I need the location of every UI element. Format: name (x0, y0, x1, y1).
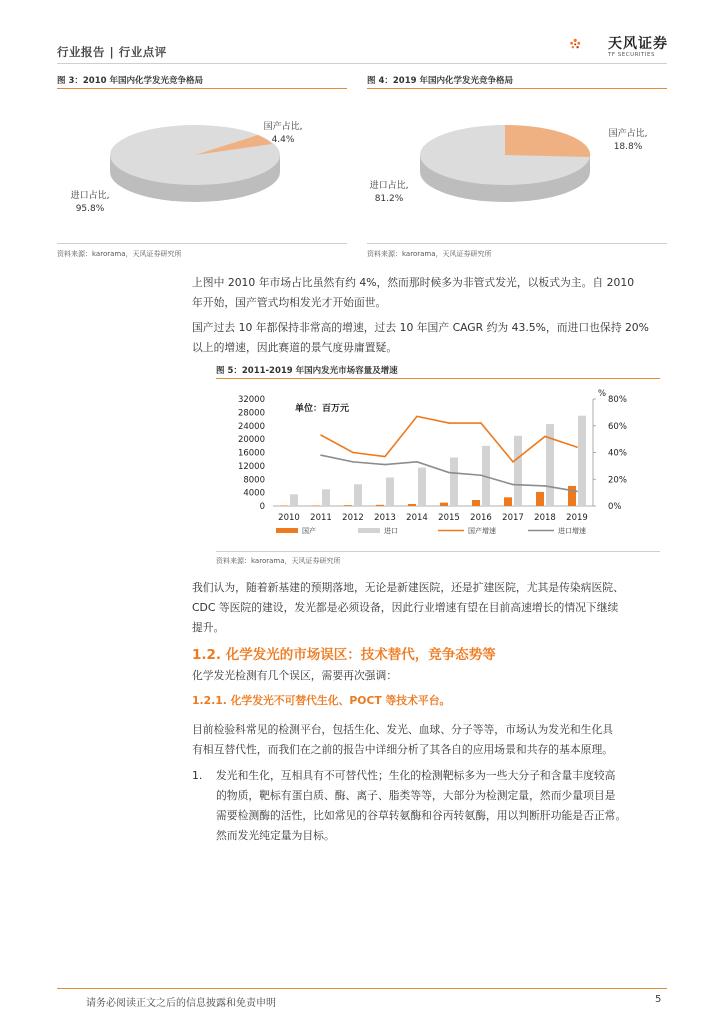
figure-5-bottom-rule (216, 551, 660, 552)
paragraph-5-line-2: 有相互替代性，而我们在之前的报告中详细分析了其各自的应用场景和共存的基本原理。 (192, 743, 614, 756)
point-import-growth (480, 474, 482, 476)
right-tick-label: 80% (608, 395, 627, 405)
fig3-domestic-label (253, 121, 313, 147)
fig3-domestic-value: 4.4% (271, 135, 295, 145)
paragraph-2-line-1: 国产过去 10 年都保持非常高的增速，过去 10 年国产 CAGR 约为 43.5%，而进口也保持 20% (192, 321, 649, 334)
bar-import (322, 489, 330, 506)
logo-name-en: TF SECURITIES (608, 52, 655, 58)
bar-import (450, 458, 458, 506)
paragraph-5-line-1: 目前检验科常见的检测平台，包括生化、发光、血球、分子等等，市场认为发光和生化具 (192, 723, 614, 736)
chart-unit-label: 单位：百万元 (295, 404, 350, 414)
bar-import (290, 494, 298, 506)
paragraph-4: 化学发光检测有几个误区，需要再次强调： (192, 669, 398, 682)
fig4-domestic-label (600, 128, 656, 154)
point-import-growth (320, 454, 322, 456)
fig3-domestic-name: 国产占比, (263, 122, 303, 132)
figure-5-title: 图 5：2011-2019 年国内发光市场容量及增速 (216, 366, 398, 376)
bar-import (514, 436, 522, 506)
x-tick-label: 2013 (374, 513, 396, 523)
legend-swatch (276, 528, 298, 533)
point-import-growth (448, 472, 450, 474)
bar-domestic (440, 503, 448, 506)
bar-domestic (312, 505, 320, 506)
x-tick-label: 2016 (470, 513, 492, 523)
point-domestic-growth (320, 434, 322, 436)
right-axis-unit: % (598, 389, 607, 399)
list-item-1-line-1: 发光和生化，互相具有不可替代性；生化的检测靶标多为一些大分子和含量丰度较高 (216, 769, 616, 782)
list-item-1 (216, 766, 626, 846)
paragraph-3-line-1: 我们认为，随着新基建的预期落地，无论是新建医院，还是扩建医院，尤其是传染病医院、 (192, 581, 624, 594)
point-import-growth (544, 485, 546, 487)
header-divider (57, 63, 667, 64)
x-tick-label: 2010 (278, 513, 300, 523)
bar-import (354, 484, 362, 506)
point-domestic-growth (576, 446, 578, 448)
figure-5-source: 资料来源：karorama，天风证券研究所 (216, 557, 341, 565)
figure-4-top-rule (367, 88, 667, 89)
figure-3-top-rule (57, 88, 347, 89)
left-tick-label: 0 (259, 502, 265, 512)
right-tick-label: 0% (608, 502, 622, 512)
point-import-growth (416, 461, 418, 463)
legend-label: 国产 (302, 527, 316, 535)
point-domestic-growth (384, 456, 386, 458)
page-number: 5 (655, 994, 662, 1005)
paragraph-2 (192, 318, 649, 358)
paragraph-1-line-1: 上图中 2010 年市场占比虽然有约 4%，然而那时候多为非管式发光，以板式为主。自 2010 (192, 276, 635, 289)
left-tick-label: 8000 (243, 475, 265, 486)
point-domestic-growth (352, 452, 354, 454)
logo-name: 天风证券 (608, 36, 668, 52)
paragraph-5 (192, 720, 613, 760)
fig4-import-name: 进口占比, (369, 181, 409, 191)
bar-domestic (344, 505, 352, 506)
x-tick-label: 2015 (438, 513, 460, 523)
list-item-1-line-3: 需要检测酶的活性，比如常见的谷草转氨酶和谷丙转氨酶，用以判断肝功能是否正常。 (216, 809, 627, 822)
paragraph-3 (192, 578, 624, 638)
list-item-number: 1. (192, 769, 203, 782)
legend-swatch (358, 528, 380, 533)
footer-divider (57, 988, 667, 989)
fig4-domestic-name: 国产占比, (608, 129, 648, 139)
fig3-import-label (65, 190, 115, 216)
section-heading-1-2-1: 1.2.1. 化学发光不可替代生化、POCT 等技术平台。 (192, 694, 451, 707)
x-tick-label: 2012 (342, 513, 364, 523)
bar-domestic (568, 486, 576, 506)
legend-label: 进口 (384, 527, 398, 535)
bar-import (578, 416, 586, 506)
company-logo-icon (568, 27, 608, 61)
right-tick-label: 20% (608, 475, 627, 486)
paragraph-1-line-2: 年开始，国产管式均相发光才开始面世。 (192, 296, 387, 309)
point-domestic-growth (544, 436, 546, 438)
figure-4-title: 图 4：2019 年国内化学发光竞争格局 (367, 76, 513, 86)
paragraph-3-line-3: 提升。 (192, 621, 225, 634)
figure-3-source: 资料来源：karorama，天风证券研究所 (57, 250, 182, 258)
bar-import (418, 468, 426, 506)
fig4-import-value: 81.2% (374, 194, 404, 204)
fig3-import-value: 95.8% (75, 204, 105, 214)
point-domestic-growth (480, 422, 482, 424)
x-tick-label: 2014 (406, 513, 428, 523)
left-tick-label: 12000 (237, 461, 265, 472)
fig4-domestic-value: 18.8% (613, 142, 643, 152)
list-item-1-line-2: 的物质，靶标有蛋白质、酶、离子、脂类等等，大部分为检测定量，然而少量项目是 (216, 789, 616, 802)
legend-label: 国产增速 (468, 527, 496, 535)
left-tick-label: 32000 (237, 395, 265, 405)
right-tick-label: 60% (608, 421, 627, 432)
right-tick-label: 40% (608, 448, 627, 459)
figure-4-source: 资料来源：karorama，天风证券研究所 (367, 250, 492, 258)
figure-5-top-rule (216, 378, 660, 379)
footer-disclaimer: 请务必阅读正文之后的信息披露和免责申明 (86, 998, 276, 1009)
point-domestic-growth (416, 416, 418, 418)
x-tick-label: 2017 (502, 513, 524, 523)
bar-domestic (504, 497, 512, 506)
bar-domestic (408, 504, 416, 506)
left-tick-label: 28000 (237, 408, 265, 419)
x-tick-label: 2018 (534, 513, 556, 523)
left-tick-label: 16000 (237, 448, 265, 459)
left-tick-label: 20000 (237, 435, 265, 446)
fig4-import-label (364, 180, 414, 206)
fig4-domestic-slice (505, 125, 590, 157)
x-tick-label: 2019 (566, 513, 588, 523)
bar-domestic (472, 500, 480, 506)
report-category: 行业报告 | 行业点评 (57, 45, 167, 59)
paragraph-2-line-2: 以上的增速，因此赛道的景气度毋庸置疑。 (192, 341, 398, 354)
point-domestic-growth (448, 422, 450, 424)
section-heading-1-2: 1.2. 化学发光的市场误区：技术替代，竞争态势等 (192, 647, 496, 663)
figure-5-chart (216, 382, 660, 544)
point-import-growth (576, 490, 578, 492)
point-import-growth (384, 464, 386, 466)
figure-4-pie (410, 110, 600, 220)
paragraph-3-line-2: CDC 等医院的建设，发光都是必须设备，因此行业增速有望在目前高速增长的情况下继续 (192, 601, 619, 614)
figure-3-title: 图 3：2010 年国内化学发光竞争格局 (57, 76, 203, 86)
point-import-growth (352, 461, 354, 463)
legend-label: 进口增速 (558, 527, 586, 535)
list-item-1-line-4: 然而发光纯定量为目标。 (216, 829, 335, 842)
figure-4-bottom-rule (367, 243, 667, 244)
point-import-growth (512, 484, 514, 486)
x-tick-label: 2011 (310, 513, 332, 523)
left-tick-label: 4000 (243, 488, 265, 499)
figure-3-bottom-rule (57, 243, 347, 244)
paragraph-1 (192, 273, 634, 313)
fig3-import-name: 进口占比, (70, 191, 110, 201)
bar-domestic (376, 505, 384, 506)
left-tick-label: 24000 (237, 421, 265, 432)
bar-domestic (536, 492, 544, 506)
bar-import (386, 478, 394, 506)
point-domestic-growth (512, 461, 514, 463)
